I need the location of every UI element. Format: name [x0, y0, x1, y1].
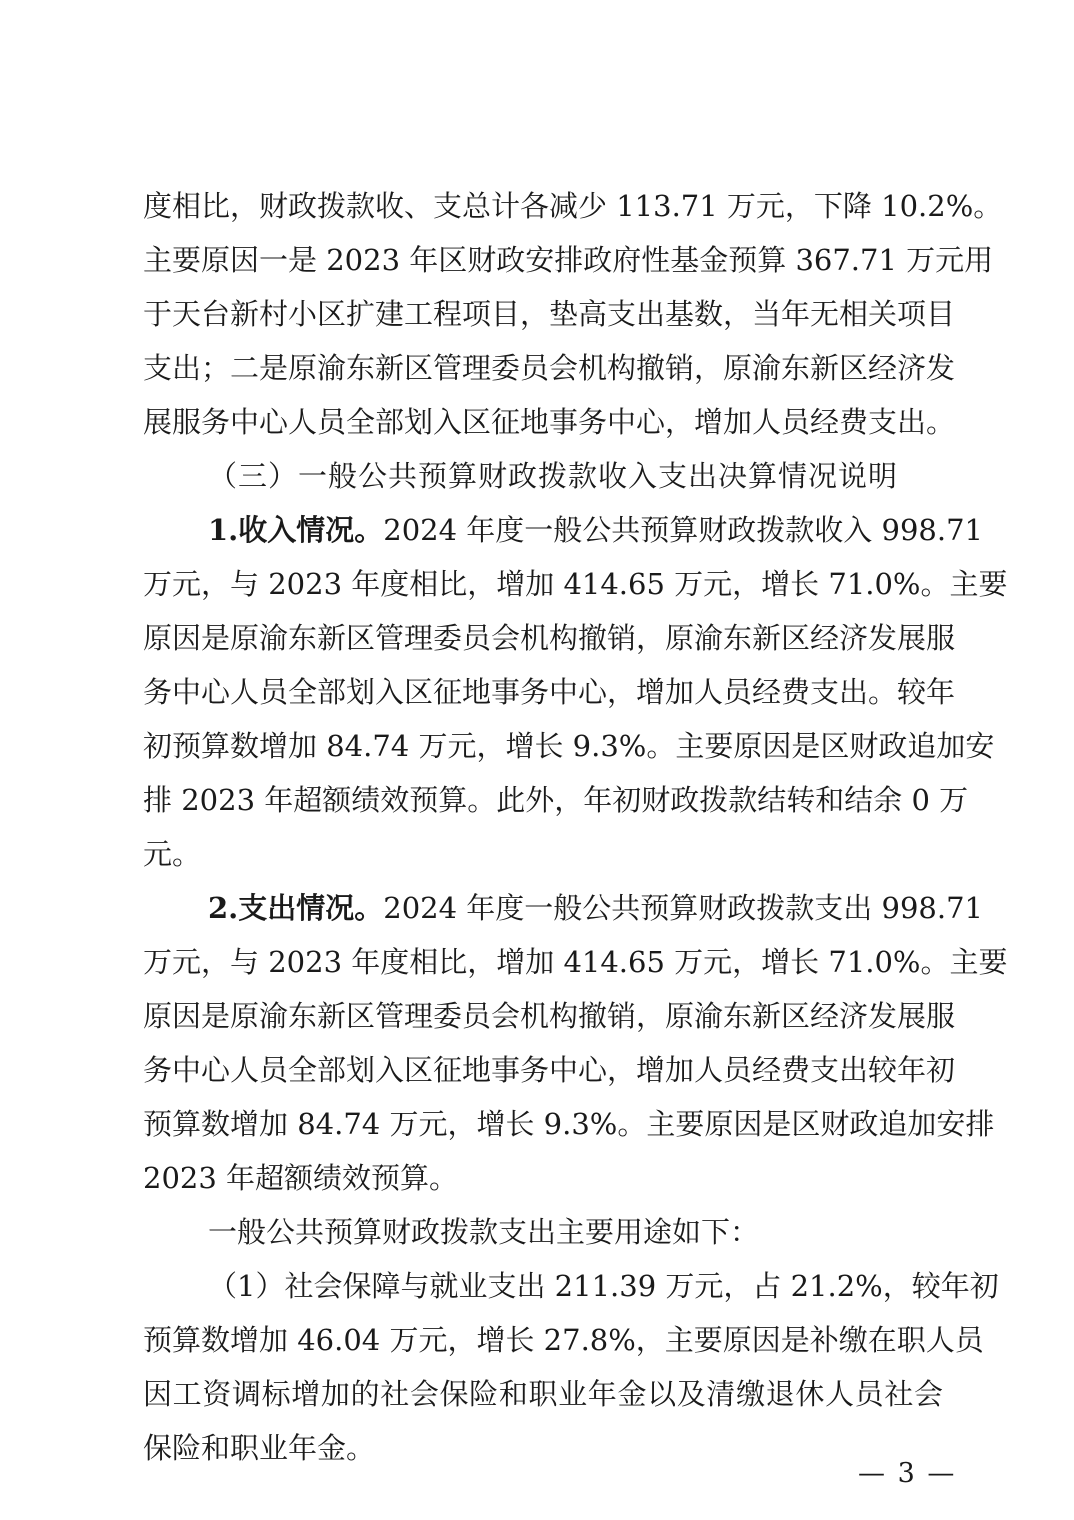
income-lead-rest: 2024 年度一般公共预算财政拨款收入 998.71	[383, 513, 983, 547]
body-line: 保险和职业年金。	[143, 1431, 376, 1465]
body-line: 原因是原渝东新区管理委员会机构撤销，原渝东新区经济发展服	[143, 621, 956, 655]
body-line: 支出；二是原渝东新区管理委员会机构撤销，原渝东新区经济发	[143, 351, 956, 385]
income-paragraph-first-line	[208, 510, 983, 550]
expense-lead: 2.支出情况。	[208, 891, 384, 925]
section-heading: （三）一般公共预算财政拨款收入支出决算情况说明	[208, 459, 899, 493]
body-line: 排 2023 年超额绩效预算。此外，年初财政拨款结转和结余 0 万	[143, 783, 969, 817]
body-line: 务中心人员全部划入区征地事务中心，增加人员经费支出较年初	[143, 1053, 956, 1087]
body-line: 预算数增加 84.74 万元，增长 9.3%。主要原因是区财政追加安排	[143, 1107, 995, 1141]
body-line: 2023 年超额绩效预算。	[143, 1161, 459, 1195]
body-line: 于天台新村小区扩建工程项目，垫高支出基数，当年无相关项目	[143, 297, 956, 331]
body-line: （1）社会保障与就业支出 211.39 万元，占 21.2%，较年初	[208, 1269, 999, 1303]
body-line: 预算数增加 46.04 万元，增长 27.8%，主要原因是补缴在职人员	[143, 1323, 984, 1357]
body-line: 万元，与 2023 年度相比，增加 414.65 万元，增长 71.0%。主要	[143, 945, 1008, 979]
page-number: — 3 —	[858, 1458, 957, 1489]
body-line: 度相比，财政拨款收、支总计各减少 113.71 万元，下降 10.2%。	[143, 189, 1003, 223]
body-line: 主要原因一是 2023 年区财政安排政府性基金预算 367.71 万元用	[143, 243, 994, 277]
body-line: 展服务中心人员全部划入区征地事务中心，增加人员经费支出。	[143, 405, 956, 439]
body-line: 原因是原渝东新区管理委员会机构撤销，原渝东新区经济发展服	[143, 999, 956, 1033]
body-line: 因工资调标增加的社会保险和职业年金以及清缴退休人员社会	[143, 1377, 943, 1411]
body-line: 元。	[143, 837, 202, 871]
body-line: 初预算数增加 84.74 万元，增长 9.3%。主要原因是区财政追加安	[143, 729, 995, 763]
body-line: 一般公共预算财政拨款支出主要用途如下：	[208, 1215, 760, 1249]
body-line: 万元，与 2023 年度相比，增加 414.65 万元，增长 71.0%。主要	[143, 567, 1008, 601]
income-lead: 1.收入情况。	[208, 513, 384, 547]
expense-paragraph-first-line	[208, 888, 983, 928]
body-line: 务中心人员全部划入区征地事务中心，增加人员经费支出。较年	[143, 675, 956, 709]
expense-lead-rest: 2024 年度一般公共预算财政拨款支出 998.71	[383, 891, 983, 925]
